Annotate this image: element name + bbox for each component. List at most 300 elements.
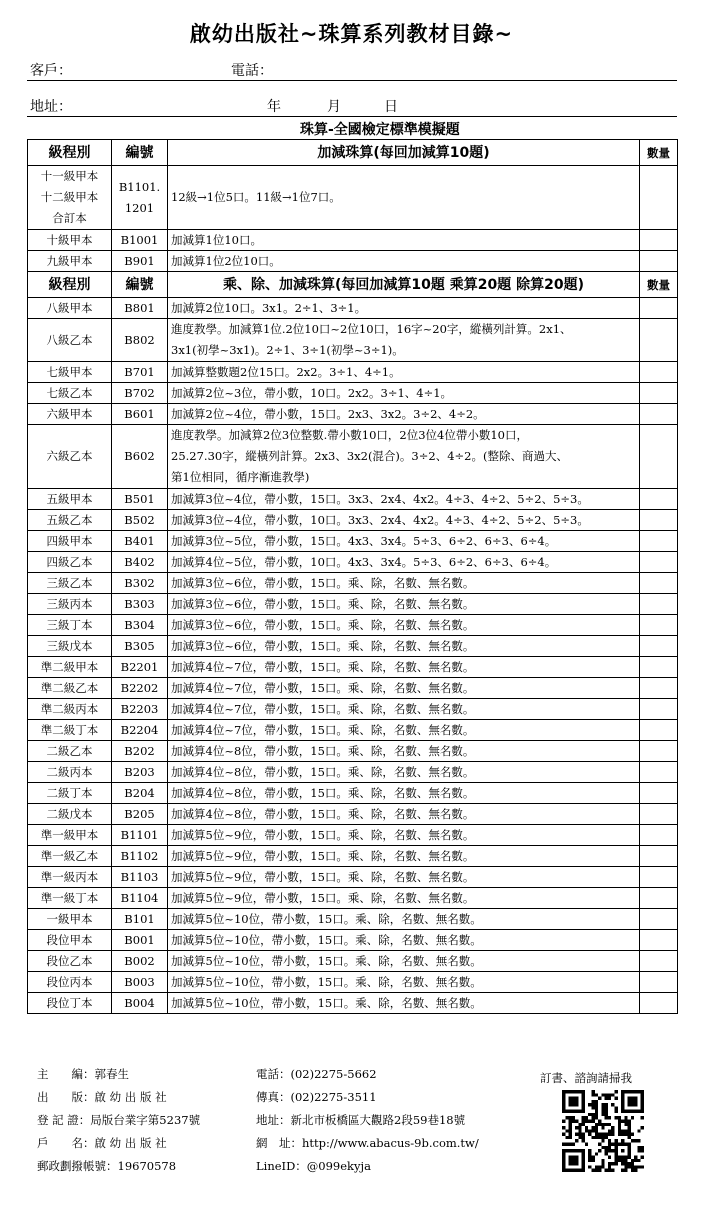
level-cell	[28, 951, 112, 972]
code-cell-line: B401	[124, 534, 155, 548]
qr-module	[605, 1152, 608, 1155]
content-cell-line: 25.27.30字，縱橫列計算。2x3、3x2(混合)。3÷2、4÷2。(整除、商過大、	[171, 449, 568, 463]
code-cell-line: B204	[124, 786, 155, 800]
content-cell-line: 加減算4位~7位，帶小數，15口。乘、除，名數、無名數。	[171, 660, 475, 674]
qr-module	[588, 1156, 591, 1159]
code-cell	[112, 230, 168, 251]
qr-module	[575, 1120, 578, 1123]
qr-module	[582, 1139, 585, 1142]
code-cell-line: B302	[124, 576, 155, 590]
content-cell	[168, 678, 640, 699]
customer-label: 客戶：	[30, 63, 72, 79]
qr-module	[592, 1159, 595, 1162]
table-row	[28, 166, 678, 230]
level-cell	[28, 230, 112, 251]
qr-module	[605, 1097, 608, 1100]
content-cell-line: 加減算5位~10位，帶小數，15口。乘、除，名數、無名數。	[171, 933, 482, 947]
qr-module	[637, 1159, 640, 1162]
qr-code-icon[interactable]	[562, 1090, 644, 1172]
qr-module	[637, 1129, 640, 1132]
qr-module	[621, 1133, 624, 1136]
code-cell-line: B003	[124, 975, 155, 989]
qr-module	[621, 1159, 624, 1162]
level-cell	[28, 678, 112, 699]
qr-module	[601, 1146, 604, 1149]
quantity-cell[interactable]	[640, 573, 678, 594]
header-code-cell: 編號	[112, 272, 168, 298]
content-cell	[168, 888, 640, 909]
content-cell	[168, 804, 640, 825]
table-row	[28, 783, 678, 804]
website-link[interactable]: 網 址：http://www.abacus-9b.com.tw/	[256, 1136, 479, 1150]
content-cell-line: 進度教學。加減算2位3位整數.帶小數10口，2位3位4位帶小數10口，	[171, 428, 529, 442]
qr-module	[618, 1159, 621, 1162]
level-cell-line: 三級戊本	[46, 639, 93, 653]
quantity-cell[interactable]	[640, 846, 678, 867]
code-cell-line: B203	[124, 765, 155, 779]
level-cell-line: 段位丁本	[46, 996, 93, 1010]
qr-module	[631, 1116, 634, 1119]
level-cell	[28, 489, 112, 510]
quantity-cell[interactable]	[640, 362, 678, 383]
code-cell-line: B305	[124, 639, 155, 653]
level-cell	[28, 804, 112, 825]
table-row	[28, 657, 678, 678]
qr-module	[614, 1106, 617, 1109]
qr-module	[569, 1123, 572, 1126]
qr-module	[634, 1159, 637, 1162]
quantity-cell[interactable]	[640, 699, 678, 720]
qr-module	[624, 1159, 627, 1162]
quantity-cell[interactable]	[640, 319, 678, 362]
qr-module	[621, 1169, 624, 1172]
level-cell	[28, 825, 112, 846]
table-row	[28, 230, 678, 251]
qr-module	[562, 1120, 565, 1123]
content-cell-line: 加減算4位~8位，帶小數，15口。乘、除，名數、無名數。	[171, 807, 475, 821]
editor-info: 主 編：郭春生	[37, 1067, 129, 1081]
content-cell-line: 12級→1位5口。11級→1位7口。	[171, 190, 341, 204]
section-title: 珠算-全國檢定標準模擬題	[300, 122, 460, 138]
table-row	[28, 573, 678, 594]
content-cell	[168, 657, 640, 678]
qr-module	[605, 1093, 608, 1096]
qr-module	[592, 1156, 595, 1159]
code-cell	[112, 741, 168, 762]
level-cell	[28, 510, 112, 531]
content-cell	[168, 166, 640, 230]
qr-module	[628, 1097, 638, 1107]
content-cell	[168, 867, 640, 888]
qr-module	[565, 1136, 568, 1139]
qr-module	[608, 1146, 611, 1149]
qr-module	[592, 1113, 595, 1116]
line-id-info: LineID：@099ekyja	[256, 1159, 371, 1173]
qr-module	[624, 1116, 627, 1119]
qr-module	[608, 1123, 611, 1126]
content-cell-line: 加減算4位~8位，帶小數，15口。乘、除，名數、無名數。	[171, 765, 475, 779]
qr-module	[562, 1142, 565, 1145]
qr-module	[631, 1169, 634, 1172]
qr-module	[598, 1123, 601, 1126]
qr-module	[618, 1123, 621, 1126]
table-row	[28, 867, 678, 888]
quantity-cell[interactable]	[640, 951, 678, 972]
level-cell	[28, 909, 112, 930]
qr-module	[592, 1136, 595, 1139]
qr-module	[634, 1139, 637, 1142]
content-cell	[168, 383, 640, 404]
quantity-cell[interactable]	[640, 825, 678, 846]
qr-module	[601, 1159, 604, 1162]
qr-module	[601, 1126, 604, 1129]
qr-module	[572, 1142, 575, 1145]
qr-module	[605, 1146, 608, 1149]
code-cell	[112, 615, 168, 636]
qr-module	[595, 1123, 598, 1126]
code-cell-line: B402	[124, 555, 155, 569]
qr-module	[628, 1136, 631, 1139]
content-cell-line: 加減算5位~10位，帶小數，15口。乘、除，名數、無名數。	[171, 975, 482, 989]
code-cell	[112, 489, 168, 510]
qr-module	[608, 1133, 611, 1136]
qr-module	[641, 1149, 644, 1152]
code-cell	[112, 804, 168, 825]
qr-module	[598, 1149, 601, 1152]
qr-module	[595, 1113, 598, 1116]
qr-module	[601, 1103, 604, 1106]
qr-module	[565, 1116, 568, 1119]
qr-module	[578, 1129, 581, 1132]
header-qty-cell: 數量	[640, 140, 678, 166]
quantity-cell[interactable]	[640, 888, 678, 909]
qr-module	[608, 1169, 611, 1172]
quantity-cell[interactable]	[640, 867, 678, 888]
qr-module	[608, 1162, 611, 1165]
header-content-cell: 加減珠算(每回加減算10題)	[168, 140, 640, 166]
level-cell-line: 合訂本	[52, 211, 87, 225]
qr-module	[611, 1133, 614, 1136]
qr-module	[601, 1123, 604, 1126]
content-cell	[168, 251, 640, 272]
address-info: 地址：新北市板橋區大觀路2段59巷18號	[256, 1113, 466, 1127]
quantity-cell[interactable]	[640, 298, 678, 319]
level-cell-line: 四級甲本	[46, 534, 93, 548]
quantity-cell[interactable]	[640, 636, 678, 657]
quantity-cell[interactable]	[640, 230, 678, 251]
qr-module	[582, 1133, 585, 1136]
code-cell-line: B601	[124, 407, 155, 421]
qr-module	[562, 1133, 565, 1136]
qr-module	[624, 1133, 627, 1136]
qr-module	[598, 1142, 601, 1145]
qr-module	[641, 1165, 644, 1168]
qr-module	[569, 1116, 572, 1119]
qr-module	[569, 1156, 579, 1166]
quantity-cell[interactable]	[640, 909, 678, 930]
qr-module	[575, 1139, 578, 1142]
level-cell-line: 段位甲本	[46, 933, 93, 947]
qr-module	[628, 1126, 631, 1129]
qr-module	[608, 1165, 611, 1168]
code-cell	[112, 657, 168, 678]
qr-module	[592, 1169, 595, 1172]
qr-module	[605, 1133, 608, 1136]
code-cell	[112, 298, 168, 319]
qr-module	[628, 1129, 631, 1132]
level-cell	[28, 573, 112, 594]
quantity-cell[interactable]	[640, 762, 678, 783]
code-cell	[112, 720, 168, 741]
qr-module	[595, 1126, 598, 1129]
level-cell-line: 三級丙本	[46, 597, 93, 611]
level-cell	[28, 699, 112, 720]
qr-module	[618, 1120, 621, 1123]
qr-module	[588, 1103, 591, 1106]
table-row	[28, 425, 678, 489]
fax-info: 傳真：(02)2275-3511	[256, 1090, 377, 1104]
code-cell-line: B801	[124, 301, 155, 315]
code-cell	[112, 573, 168, 594]
level-cell	[28, 319, 112, 362]
code-cell-line: B702	[124, 386, 155, 400]
qr-module	[605, 1136, 608, 1139]
content-cell-line: 加減算3位~6位，帶小數，15口。乘、除，名數、無名數。	[171, 618, 475, 632]
code-cell-line: B901	[124, 254, 155, 268]
content-cell	[168, 951, 640, 972]
content-cell	[168, 699, 640, 720]
quantity-cell[interactable]	[640, 594, 678, 615]
content-cell	[168, 510, 640, 531]
qr-module	[598, 1165, 601, 1168]
level-cell	[28, 783, 112, 804]
qr-module	[641, 1126, 644, 1129]
quantity-cell[interactable]	[640, 930, 678, 951]
level-cell	[28, 166, 112, 230]
quantity-cell[interactable]	[640, 678, 678, 699]
divider	[27, 80, 677, 81]
content-cell-line: 加減算5位~9位，帶小數，15口。乘、除，名數、無名數。	[171, 891, 475, 905]
qr-module	[605, 1169, 608, 1172]
qr-module	[611, 1169, 614, 1172]
qr-module	[637, 1139, 640, 1142]
qr-module	[575, 1133, 578, 1136]
content-cell-line: 進度教學。加減算1位.2位10口~2位10口，16字~20字，縱橫列計算。2x1、	[171, 322, 572, 336]
qr-module	[582, 1120, 585, 1123]
qr-module	[595, 1103, 598, 1106]
code-cell-line: B202	[124, 744, 155, 758]
quantity-cell[interactable]	[640, 783, 678, 804]
quantity-cell[interactable]	[640, 741, 678, 762]
quantity-cell[interactable]	[640, 166, 678, 230]
qr-module	[601, 1113, 604, 1116]
quantity-cell[interactable]	[640, 657, 678, 678]
qr-module	[595, 1100, 598, 1103]
level-cell	[28, 888, 112, 909]
content-cell-line: 加減算5位~9位，帶小數，15口。乘、除，名數、無名數。	[171, 849, 475, 863]
code-cell-line: B602	[124, 449, 155, 463]
level-cell	[28, 867, 112, 888]
qr-module	[628, 1133, 631, 1136]
qr-module	[628, 1165, 631, 1168]
table-row	[28, 362, 678, 383]
level-cell-line: 準一級丙本	[40, 870, 99, 884]
publisher-info: 出 版：啟 幼 出 版 社	[37, 1090, 167, 1104]
qr-module	[578, 1126, 581, 1129]
quantity-cell[interactable]	[640, 404, 678, 425]
qr-module	[631, 1139, 634, 1142]
table-row	[28, 594, 678, 615]
qr-module	[592, 1116, 595, 1119]
qr-module	[624, 1169, 627, 1172]
content-cell	[168, 825, 640, 846]
table-row	[28, 804, 678, 825]
quantity-cell[interactable]	[640, 531, 678, 552]
content-cell	[168, 909, 640, 930]
level-cell-line: 六級乙本	[46, 449, 93, 463]
header-level-cell: 級程別	[28, 140, 112, 166]
qr-module	[614, 1162, 617, 1165]
content-cell	[168, 319, 640, 362]
qr-module	[621, 1162, 624, 1165]
qr-module	[621, 1120, 624, 1123]
level-cell	[28, 636, 112, 657]
quantity-cell[interactable]	[640, 972, 678, 993]
code-cell-line: B1101	[120, 828, 159, 842]
code-cell	[112, 319, 168, 362]
qr-module	[569, 1120, 572, 1123]
content-cell-line: 加減算2位~3位，帶小數，10口。2x2。3÷1、4÷1。	[171, 386, 453, 400]
level-cell	[28, 383, 112, 404]
level-cell-line: 二級乙本	[46, 744, 93, 758]
qr-module	[608, 1093, 611, 1096]
content-cell	[168, 720, 640, 741]
content-cell	[168, 298, 640, 319]
content-cell-line: 加減算3位~6位，帶小數，15口。乘、除，名數、無名數。	[171, 597, 475, 611]
level-cell	[28, 298, 112, 319]
content-cell-line: 加減算4位~8位，帶小數，15口。乘、除，名數、無名數。	[171, 786, 475, 800]
content-cell	[168, 993, 640, 1014]
code-cell-line: B802	[124, 332, 155, 347]
table-row	[28, 846, 678, 867]
table-row	[28, 762, 678, 783]
code-cell	[112, 783, 168, 804]
quantity-cell[interactable]	[640, 489, 678, 510]
code-cell-line: B502	[124, 513, 155, 527]
qr-module	[621, 1129, 624, 1132]
qr-module	[592, 1103, 595, 1106]
level-cell	[28, 993, 112, 1014]
code-cell	[112, 888, 168, 909]
qr-module	[634, 1169, 637, 1172]
quantity-cell[interactable]	[640, 425, 678, 489]
level-cell	[28, 404, 112, 425]
level-cell	[28, 425, 112, 489]
account-name-info: 戶 名：啟 幼 出 版 社	[37, 1136, 167, 1150]
quantity-cell[interactable]	[640, 383, 678, 404]
qr-module	[595, 1106, 598, 1109]
code-cell-line: B101	[124, 912, 155, 926]
qr-module	[605, 1116, 608, 1119]
table-row	[28, 404, 678, 425]
qr-module	[634, 1156, 637, 1159]
quantity-cell[interactable]	[640, 804, 678, 825]
qr-module	[569, 1126, 572, 1129]
header-level-cell: 級程別	[28, 272, 112, 298]
qr-module	[608, 1139, 611, 1142]
quantity-cell[interactable]	[640, 251, 678, 272]
qr-module	[588, 1113, 591, 1116]
qr-module	[611, 1162, 614, 1165]
code-cell	[112, 531, 168, 552]
address-label: 地址：	[30, 99, 72, 115]
content-cell	[168, 846, 640, 867]
content-cell	[168, 425, 640, 489]
qr-module	[608, 1142, 611, 1145]
license-info: 登 記 證：局版台業字第5237號	[37, 1113, 201, 1127]
content-cell-line: 加減算1位2位10口。	[171, 254, 281, 268]
content-cell-line: 加減算5位~10位，帶小數，15口。乘、除，名數、無名數。	[171, 912, 482, 926]
qr-module	[624, 1123, 627, 1126]
quantity-cell[interactable]	[640, 552, 678, 573]
quantity-cell[interactable]	[640, 720, 678, 741]
level-cell	[28, 531, 112, 552]
qr-module	[621, 1149, 624, 1152]
table-header-row	[28, 272, 678, 298]
quantity-cell[interactable]	[640, 615, 678, 636]
level-cell-line: 準二級丙本	[40, 702, 99, 716]
table-header-row	[28, 140, 678, 166]
code-cell-line: B1104	[120, 891, 159, 905]
qr-module	[588, 1133, 591, 1136]
level-cell-line: 十二級甲本	[40, 190, 99, 204]
qr-module	[601, 1139, 604, 1142]
quantity-cell[interactable]	[640, 993, 678, 1014]
code-cell	[112, 993, 168, 1014]
qr-module	[595, 1129, 598, 1132]
catalog-table-body	[28, 140, 678, 1014]
code-cell	[112, 951, 168, 972]
qr-module	[595, 1116, 598, 1119]
qr-module	[565, 1129, 568, 1132]
code-cell-line: B303	[124, 597, 155, 611]
code-cell-line: B501	[124, 492, 155, 506]
qr-module	[611, 1149, 614, 1152]
qr-module	[601, 1133, 604, 1136]
content-cell	[168, 615, 640, 636]
qr-module	[588, 1165, 591, 1168]
quantity-cell[interactable]	[640, 510, 678, 531]
level-cell	[28, 657, 112, 678]
content-cell-line: 加減算5位~9位，帶小數，15口。乘、除，名數、無名數。	[171, 828, 475, 842]
qr-module	[611, 1142, 614, 1145]
code-cell	[112, 594, 168, 615]
qr-module	[611, 1093, 614, 1096]
qr-module	[641, 1146, 644, 1149]
qr-module	[618, 1126, 621, 1129]
qr-module	[605, 1103, 608, 1106]
qr-module	[614, 1139, 617, 1142]
level-cell	[28, 930, 112, 951]
level-cell-line: 準一級乙本	[40, 849, 99, 863]
level-cell-line: 五級甲本	[46, 492, 93, 506]
content-cell-line: 加減算3位~4位，帶小數，15口。3x3、2x4、4x2。4÷3、4÷2、5÷2、5÷3。	[171, 492, 589, 506]
qr-module	[608, 1149, 611, 1152]
level-cell	[28, 972, 112, 993]
qr-module	[572, 1120, 575, 1123]
divider	[27, 116, 677, 117]
qr-module	[569, 1142, 572, 1145]
